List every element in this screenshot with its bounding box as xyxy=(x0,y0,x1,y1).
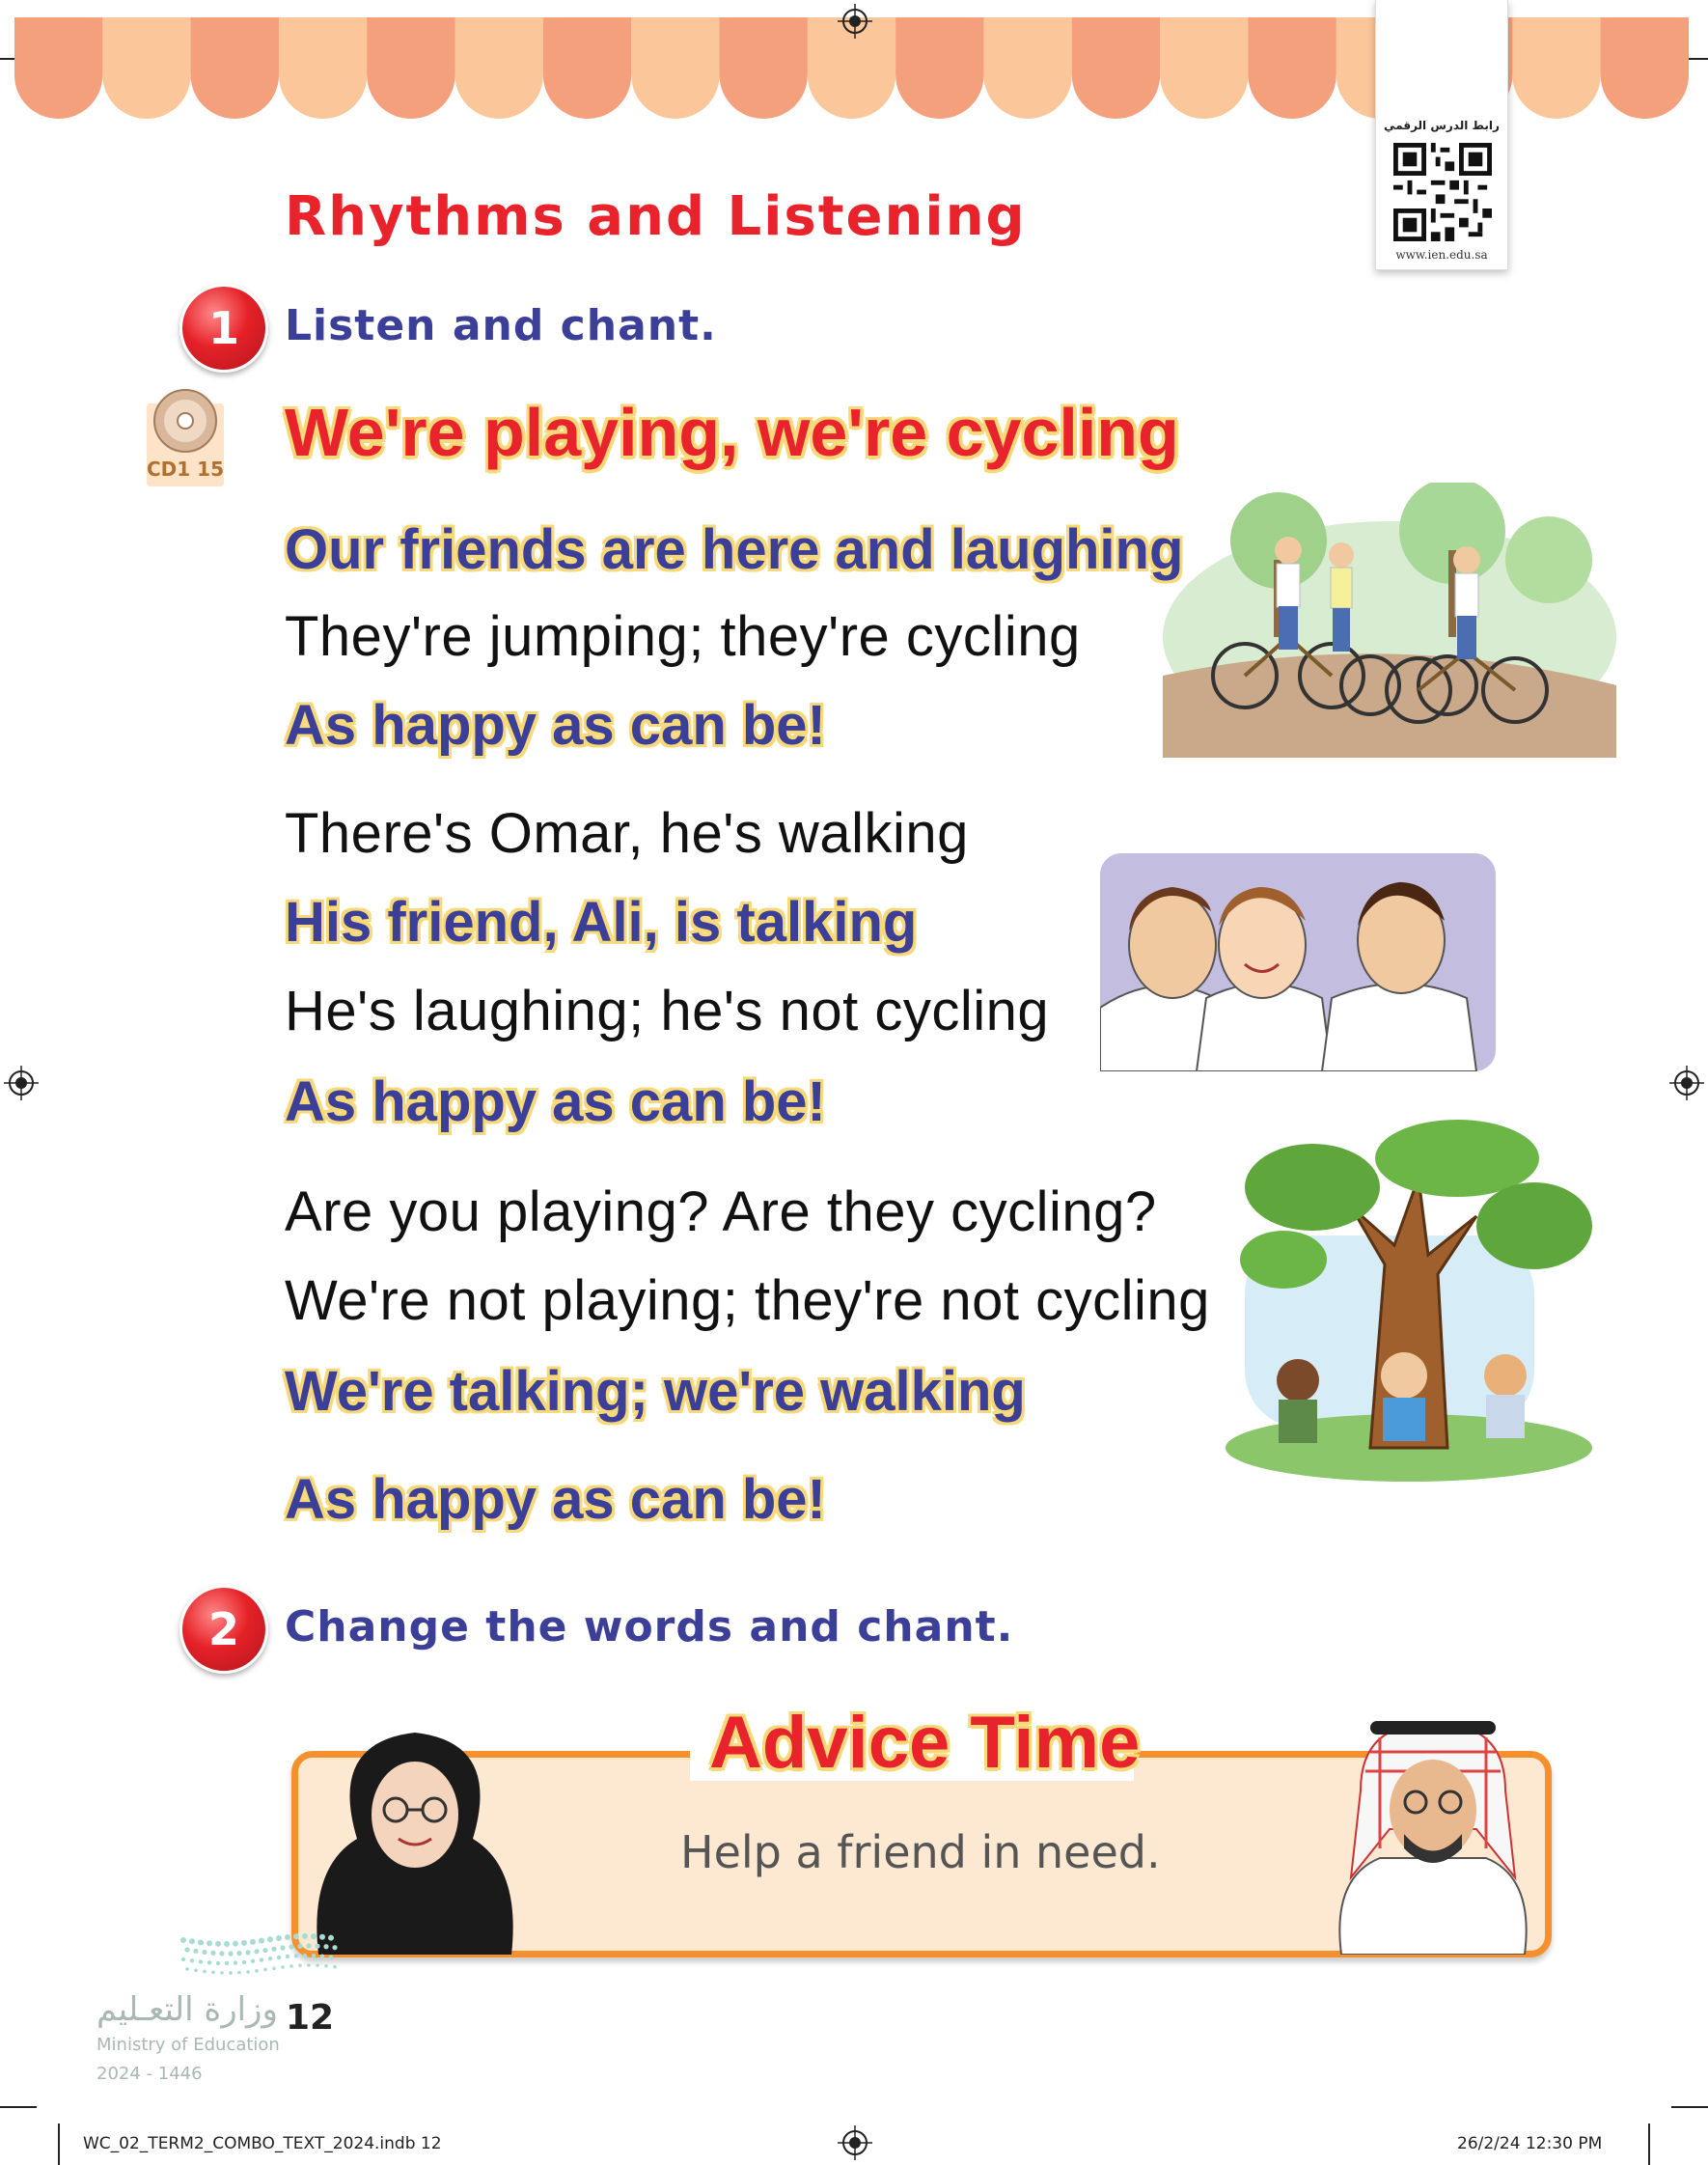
chant-heading: We're playing, we're cycling xyxy=(285,395,1179,470)
crop-mark xyxy=(1671,2106,1708,2108)
chant-line: As happy as can be! xyxy=(285,694,826,757)
page-number: 12 xyxy=(286,1998,335,2038)
digital-lesson-qr-box[interactable] xyxy=(1375,0,1508,270)
exercise-instruction: Change the words and chant. xyxy=(285,1602,1014,1652)
chant-line: They're jumping; they're cycling xyxy=(285,605,1081,668)
registration-mark-icon xyxy=(4,1066,39,1100)
footer-file-info: WC_02_TERM2_COMBO_TEXT_2024.indb 12 xyxy=(83,2134,442,2153)
crop-mark xyxy=(0,2106,37,2108)
cycling-boys-illustration xyxy=(1163,483,1616,758)
qr-url[interactable]: www.ien.edu.sa xyxy=(1395,248,1488,262)
chant-line: As happy as can be! xyxy=(285,1070,826,1133)
registration-mark-icon xyxy=(838,4,872,39)
crop-mark xyxy=(1648,2123,1650,2165)
cd-track-label: CD1 15 xyxy=(147,458,224,481)
footer-date: 26/2/24 12:30 PM xyxy=(1457,2134,1603,2153)
chant-line: We're talking; we're walking xyxy=(285,1360,1026,1423)
chant-line: We're not playing; they're not cycling xyxy=(285,1269,1210,1332)
kids-under-tree-illustration xyxy=(1226,1120,1597,1482)
qr-label: رابط الدرس الرقمي xyxy=(1384,119,1500,132)
chant-line: There's Omar, he's walking xyxy=(285,802,969,865)
ministry-name-arabic: وزارة التعـليم xyxy=(96,1990,278,2029)
exercise-number-badge: 1 xyxy=(179,284,268,373)
chant-line: He's laughing; he's not cycling xyxy=(285,980,1050,1042)
ministry-year: 2024 - 1446 xyxy=(96,2064,203,2084)
exercise-number-badge: 2 xyxy=(179,1585,268,1674)
advice-title: Advice Time xyxy=(709,1702,1141,1784)
ministry-name-english: Ministry of Education xyxy=(96,2035,280,2055)
advice-text: Help a friend in need. xyxy=(680,1826,1161,1878)
man-teacher-illustration xyxy=(1322,1713,1544,1955)
chant-line: As happy as can be! xyxy=(285,1468,826,1531)
three-boys-talking-illustration xyxy=(1100,853,1496,1071)
chant-line: Are you playing? Are they cycling? xyxy=(285,1180,1157,1243)
registration-mark-icon xyxy=(838,2125,872,2160)
woman-teacher-illustration xyxy=(299,1723,531,1955)
chant-line: Our friends are here and laughing xyxy=(285,518,1184,581)
exercise-instruction: Listen and chant. xyxy=(285,301,717,350)
qr-code-icon[interactable] xyxy=(1393,143,1492,241)
registration-mark-icon xyxy=(1669,1066,1704,1100)
crop-mark xyxy=(58,2123,60,2165)
page-title: Rhythms and Listening xyxy=(285,185,1027,248)
chant-line: His friend, Ali, is talking xyxy=(285,891,918,954)
